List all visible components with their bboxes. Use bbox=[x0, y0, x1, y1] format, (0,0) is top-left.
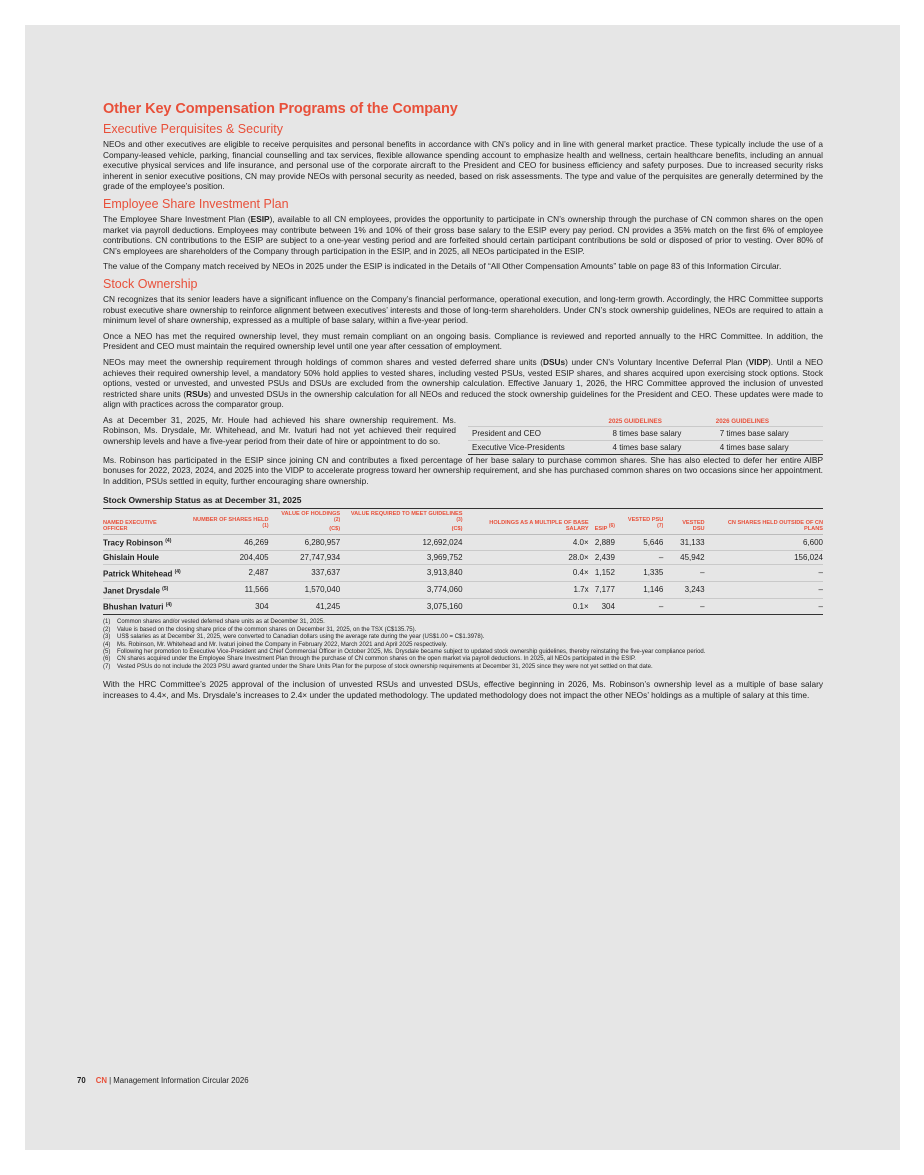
perquisites-heading: Executive Perquisites & Security bbox=[103, 122, 283, 136]
ownership-row bbox=[103, 582, 823, 599]
ownership-cell: 6,600 bbox=[705, 534, 823, 551]
ownership-header bbox=[103, 508, 181, 534]
footnote-text: Vested PSUs do not include the 2023 PSU award granted under the Share Units Plan for the purpose of stock ownership requirements at December 31, 2025 since they were not yet settled on that date. bbox=[117, 663, 653, 670]
ownership-cell: 1,146 bbox=[615, 582, 663, 599]
ownership-cell: 2,889 bbox=[589, 534, 615, 551]
ownership-cell: 4.0× bbox=[463, 534, 589, 551]
officer-name-text: Bhushan Ivaturi bbox=[103, 602, 164, 612]
footnote bbox=[103, 642, 823, 649]
esip-heading: Employee Share Investment Plan bbox=[103, 196, 289, 211]
ownership-header-note: (3) bbox=[456, 517, 463, 524]
ownership-header-text: VESTED PSU bbox=[627, 517, 664, 524]
ownership-cell: 45,942 bbox=[663, 551, 704, 565]
footnote bbox=[103, 649, 823, 656]
officer-note: (4) bbox=[165, 602, 172, 609]
ownership-row bbox=[103, 534, 823, 551]
ownership-cell: 12,692,024 bbox=[340, 534, 462, 551]
ownership-header-text: ESIP bbox=[594, 526, 608, 533]
ownership-cell: 11,566 bbox=[181, 582, 268, 599]
ownership-cell: 5,646 bbox=[615, 534, 663, 551]
guidelines-header-row bbox=[468, 417, 823, 427]
ownership-cell: – bbox=[615, 551, 663, 565]
footnote-text: Common shares and/or vested deferred share units as at December 31, 2025. bbox=[117, 619, 325, 626]
ownership-cell: 2,487 bbox=[181, 565, 268, 582]
stock-paragraph-4: As at December 31, 2025, Mr. Houle had achieved his share ownership requirement. Ms. Robinson, Ms. Drysdale, Mr. Whitehead, and Mr. Ivaturi had not yet achieved their required ownership levels and have a five-year period from their date of hire or appointment to do so. bbox=[103, 414, 456, 447]
ownership-cell: 204,405 bbox=[181, 551, 268, 565]
footnote-text: US$ salaries as at December 31, 2025, were converted to Canadian dollars using the average rate during the year (US$1.00 = C$1.3978). bbox=[117, 634, 485, 641]
officer-name bbox=[103, 534, 181, 551]
guidelines-header bbox=[468, 417, 609, 427]
ownership-header-note: (2) bbox=[334, 517, 341, 524]
guidelines-table bbox=[468, 417, 823, 455]
ownership-row bbox=[103, 565, 823, 582]
ownership-header bbox=[705, 508, 823, 534]
ownership-header bbox=[181, 508, 268, 534]
ownership-cell: 1.7x bbox=[463, 582, 589, 599]
ownership-header bbox=[269, 508, 341, 534]
ownership-cell: 1,152 bbox=[589, 565, 615, 582]
esip-paragraph-2: The value of the Company match received by NEOs in 2025 under the ESIP is indicated in the Details of “All Other Compensation Amounts” table on page 83 of this Information Circular. bbox=[103, 261, 782, 272]
ownership-header bbox=[463, 508, 589, 534]
officer-name-text: Janet Drysdale bbox=[103, 586, 160, 596]
closing-paragraph: With the HRC Committee’s 2025 approval of the inclusion of unvested RSUs and unvested DSUs, effective beginning in 2026, Ms. Robinson’s ownership level as a multiple of base salary increases to 4.4×, and Ms. Drysdale’s increases to 2.4× under the updated methodology. The updated methodology does not impact the other NEOs’ holdings as a multiple of salary at this time. bbox=[103, 679, 823, 700]
footnote bbox=[103, 634, 823, 641]
footnote-text: Following her promotion to Executive Vice-President and Chief Commercial Officer in October 2025, Ms. Drysdale became subject to updated stock ownership guidelines, thereby reinstating the five-year compliance period. bbox=[117, 648, 706, 655]
ownership-header-text: VALUE REQUIRED TO MEET GUIDELINES bbox=[350, 510, 463, 517]
officer-name bbox=[103, 598, 181, 615]
ownership-cell: – bbox=[663, 598, 704, 615]
officer-name-text: Ghislain Houle bbox=[103, 552, 160, 562]
officer-name bbox=[103, 551, 181, 565]
footnotes bbox=[103, 619, 823, 671]
ownership-status-row bbox=[103, 415, 823, 455]
ownership-header-unit: (C$) bbox=[329, 526, 341, 533]
footnote-number: (5) bbox=[103, 648, 111, 655]
page-title: Other Key Compensation Programs of the Company bbox=[103, 101, 458, 117]
guidelines-cell: Executive Vice-Presidents bbox=[468, 440, 609, 454]
footnote bbox=[103, 656, 823, 663]
ownership-cell: 46,269 bbox=[181, 534, 268, 551]
esip-paragraph-1: The Employee Share Investment Plan (ESIP), available to all CN employees, provides the opportunity to participate in CN’s ownership through the purchase of CN common shares on the open market via payroll deductions. Employees may contribute between 1% and 10% of their gross base salary to the ESIP every pay period. CN provides a 35% match on the first 6% of employee contributions. CN contributions to the ESIP are subject to a one-year vesting period and are forfeited should certain participant contributions be sold or disposed of prior to vesting. Over 80% of CN’s employees are shareholders of the Company through participation in the ESIP, and in 2025, all NEOs participated in the ESIP. bbox=[103, 213, 824, 256]
footnote-text: CN shares acquired under the Employee Share Investment Plan through the purchase of CN common shares on the open market via payroll deductions. In 2025, all NEOs participated in the ESIP. bbox=[117, 656, 636, 663]
page-content bbox=[103, 101, 823, 705]
footnote-number: (1) bbox=[103, 619, 111, 626]
ownership-table bbox=[103, 508, 823, 616]
ownership-cell: 0.1× bbox=[463, 598, 589, 615]
stock-paragraph-3: NEOs may meet the ownership requirement through holdings of common shares and vested deferred share units (DSUs) under CN’s Voluntary Incentive Deferral Plan (VIDP). Until a NEO achieves their required ownership level, a mandatory 50% hold applies to vested shares, including vested PSUs, vested ESIP shares, and shares acquired upon exercising stock options. Stock options, vested or unvested, and unvested PSUs and DSUs are excluded from the ownership calculation. Effective January 1, 2026, the HRC Committee approved the inclusion of unvested restricted share units (RSUs) and unvested DSUs in the ownership calculation for all NEOs and reduced the stock ownership guidelines for the President and CEO. These updates were made to align with practices across the comparator group. bbox=[103, 356, 823, 410]
ownership-header-row bbox=[103, 508, 823, 534]
ownership-cell: 304 bbox=[589, 598, 615, 615]
ownership-cell: 41,245 bbox=[269, 598, 341, 615]
ownership-header-note: (6) bbox=[608, 523, 615, 530]
footnote-number: (3) bbox=[103, 634, 111, 641]
ownership-header bbox=[589, 508, 615, 534]
guidelines-cell: 4 times base salary bbox=[716, 440, 823, 454]
footnote-text: Value is based on the closing share price of the common shares on December 31, 2025, on the TSX (C$135.75). bbox=[117, 626, 417, 633]
ownership-cell: 3,774,060 bbox=[340, 582, 462, 599]
ownership-cell: – bbox=[705, 565, 823, 582]
page-number: 70 bbox=[77, 1076, 86, 1085]
ownership-cell: 304 bbox=[181, 598, 268, 615]
footer-text: | Management Information Circular 2026 bbox=[106, 1076, 249, 1085]
ownership-header-text: VESTED DSU bbox=[682, 519, 705, 533]
ownership-cell: – bbox=[663, 565, 704, 582]
ownership-header bbox=[615, 508, 663, 534]
ownership-cell: – bbox=[615, 598, 663, 615]
footnote-number: (6) bbox=[103, 656, 111, 663]
footnote bbox=[103, 664, 823, 671]
ownership-header-text: VALUE OF HOLDINGS bbox=[281, 510, 341, 517]
ownership-cell: 28.0× bbox=[463, 551, 589, 565]
officer-name-text: Patrick Whitehead bbox=[103, 569, 173, 579]
ownership-cell: 1,335 bbox=[615, 565, 663, 582]
footnote-number: (2) bbox=[103, 626, 111, 633]
ownership-cell: 3,243 bbox=[663, 582, 704, 599]
ownership-header-note: (7) bbox=[657, 523, 664, 530]
ownership-header-text: NUMBER OF SHARES HELD bbox=[193, 517, 269, 524]
officer-note: (4) bbox=[174, 568, 181, 575]
ownership-header-unit: (C$) bbox=[451, 526, 463, 533]
ownership-row bbox=[103, 551, 823, 565]
guidelines-cell: 7 times base salary bbox=[716, 426, 823, 440]
ownership-header-text: HOLDINGS AS A MULTIPLE OF BASE SALARY bbox=[489, 519, 589, 533]
ownership-cell: 31,133 bbox=[663, 534, 704, 551]
stock-ownership-heading: Stock Ownership bbox=[103, 276, 198, 291]
officer-note: (5) bbox=[162, 585, 169, 592]
guidelines-row bbox=[468, 426, 823, 440]
ownership-cell: 3,913,840 bbox=[340, 565, 462, 582]
footnote bbox=[103, 627, 823, 634]
stock-paragraph-1: CN recognizes that its senior leaders have a significant influence on the Company’s financial performance, operational execution, and long-term growth. Accordingly, the HRC Committee supports robust executive share ownership to reinforce alignment between executives’ interests and those of long-term shareholders. Under CN’s stock ownership guidelines, NEOs are required to attain a minimum level of share ownership, expressed as a multiple of base salary, within a five-year period. bbox=[103, 293, 823, 326]
guidelines-cell: 8 times base salary bbox=[609, 426, 716, 440]
guidelines-header: 2025 GUIDELINES bbox=[609, 417, 716, 427]
guidelines-header: 2026 GUIDELINES bbox=[716, 417, 823, 427]
page-footer bbox=[77, 1076, 249, 1085]
officer-name bbox=[103, 565, 181, 582]
ownership-header-text: CN SHARES HELD OUTSIDE OF CN PLANS bbox=[727, 519, 823, 533]
ownership-cell: – bbox=[705, 582, 823, 599]
ownership-cell: 7,177 bbox=[589, 582, 615, 599]
ownership-table-title: Stock Ownership Status as at December 31, 2025 bbox=[103, 494, 302, 505]
footnote bbox=[103, 619, 823, 626]
guidelines-cell: President and CEO bbox=[468, 426, 609, 440]
footnote-text: Ms. Robinson, Mr. Whitehead and Mr. Ivaturi joined the Company in February 2022, March 2021 and April 2025 respectively. bbox=[117, 641, 448, 648]
stock-paragraph-5: Ms. Robinson has participated in the ESIP since joining CN and contributes a fixed percentage of her base salary to purchase common shares. She has also elected to defer her entire AIBP bonuses for 2022, 2023, 2024, and 2025 into the VIDP to accelerate progress toward her ownership requirement, and she has purchased common shares on two occasions since her appointment. In addition, PSUs settled in equity, further encouraging share ownership. bbox=[103, 454, 823, 487]
ownership-cell: 337,637 bbox=[269, 565, 341, 582]
officer-name bbox=[103, 582, 181, 599]
stock-paragraph-2: Once a NEO has met the required ownership level, they must remain compliant on an ongoing basis. Compliance is reviewed and reported annually to the HRC Committee. In addition, the President and CEO must maintain the required ownership level until one year after cessation of employment. bbox=[103, 330, 823, 352]
guidelines-cell: 4 times base salary bbox=[609, 440, 716, 454]
ownership-cell: 3,969,752 bbox=[340, 551, 462, 565]
perquisites-paragraph: NEOs and other executives are eligible to receive perquisites and personal benefits in accordance with CN’s policy and in line with general market practice. These typically include the use of a Company-leased vehicle, parking, financial counselling and tax services, flexible allowance spending account to emphasize health and wellness, certain healthcare benefits, including an annual executive physical services and life insurance, and personal use of the corporate aircraft to the President and CEO for business efficiency and safety purposes. Due to increased security risks inherent in senior executive positions, CN may provide NEOs with personal security as needed, based on risk assessments. The type and value of the perquisites are generally determined by the grade of the employee’s position. bbox=[103, 139, 823, 192]
ownership-cell: 156,024 bbox=[705, 551, 823, 565]
guidelines-row bbox=[468, 440, 823, 454]
ownership-cell: 6,280,957 bbox=[269, 534, 341, 551]
officer-note: (4) bbox=[165, 538, 172, 545]
footer-brand: CN bbox=[95, 1076, 107, 1085]
ownership-cell: 0.4× bbox=[463, 565, 589, 582]
ownership-header-note: (1) bbox=[262, 523, 269, 530]
ownership-header bbox=[340, 508, 462, 534]
ownership-cell: 27,747,934 bbox=[269, 551, 341, 565]
ownership-row bbox=[103, 598, 823, 615]
footnote-number: (7) bbox=[103, 663, 111, 670]
officer-name-text: Tracy Robinson bbox=[103, 538, 164, 548]
ownership-header-text: NAMED EXECUTIVE OFFICER bbox=[103, 519, 157, 533]
ownership-cell: – bbox=[705, 598, 823, 615]
ownership-cell: 3,075,160 bbox=[340, 598, 462, 615]
ownership-header bbox=[663, 508, 704, 534]
ownership-cell: 1,570,040 bbox=[269, 582, 341, 599]
document-page bbox=[25, 25, 900, 1150]
footnote-number: (4) bbox=[103, 641, 111, 648]
ownership-cell: 2,439 bbox=[589, 551, 615, 565]
